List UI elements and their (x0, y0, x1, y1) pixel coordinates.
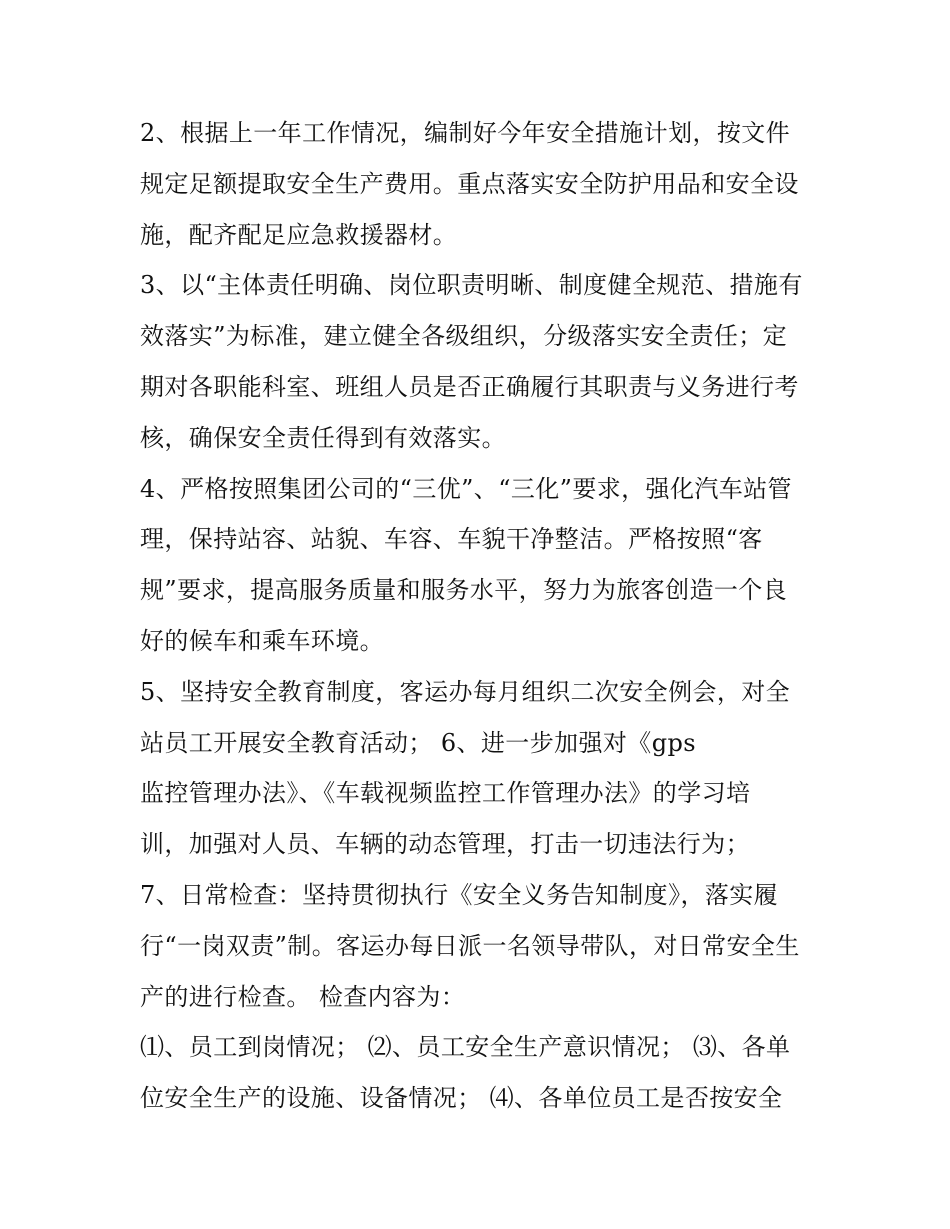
text-line: 监控管理办法》、《车载视频监控工作管理办法》的学习培 (140, 779, 751, 808)
text-line: 理，保持站容、站貌、车容、车貌干净整洁。严格按照“客 (140, 525, 763, 554)
text-line: 期对各职能科室、班组人员是否正确履行其职责与义务进行考 (140, 372, 799, 401)
text-line: 位安全生产的设施、设备情况； ⑷、各单位员工是否按安全 (140, 1084, 783, 1113)
text-line: 训，加强对人员、车辆的动态管理，打击一切违法行为； (140, 830, 750, 859)
document-body (140, 108, 830, 1124)
text-line: 2、根据上一年工作情况，编制好今年安全措施计划，按文件 (140, 119, 791, 147)
text-line: 4、严格按照集团公司的“三优”、“三化”要求，强化汽车站管 (140, 474, 792, 503)
text-line: 5、坚持安全教育制度，客运办每月组织二次安全例会，对全 (140, 677, 791, 706)
text-line: 效落实”为标准，建立健全各级组织，分级落实安全责任；定 (140, 322, 788, 351)
text-line: 7、日常检查：坚持贯彻执行《安全义务告知制度》，落实履 (140, 880, 779, 909)
text-line: 核，确保安全责任得到有效落实。 (140, 423, 506, 452)
text-line: 规定足额提取安全生产费用。重点落实安全防护用品和安全设 (140, 169, 799, 198)
text-line: 站员工开展安全教育活动； 6、进一步加强对《gps (140, 728, 696, 757)
text-line: 规”要求，提高服务质量和服务水平，努力为旅客创造一个良 (140, 576, 788, 605)
text-line: ⑴、员工到岗情况； ⑵、员工安全生产意识情况； ⑶、各单 (140, 1033, 791, 1062)
text-line: 施，配齐配足应急救援器材。 (140, 220, 458, 249)
text-line: 3、以“主体责任明确、岗位职责明晰、制度健全规范、措施有 (140, 271, 803, 300)
text-line: 产的进行检查。 检查内容为： (140, 982, 466, 1011)
text-line: 行“一岗双责”制。客运办每日派一名领导带队，对日常安全生 (140, 931, 800, 960)
text-line: 好的候车和乘车环境。 (140, 626, 384, 655)
